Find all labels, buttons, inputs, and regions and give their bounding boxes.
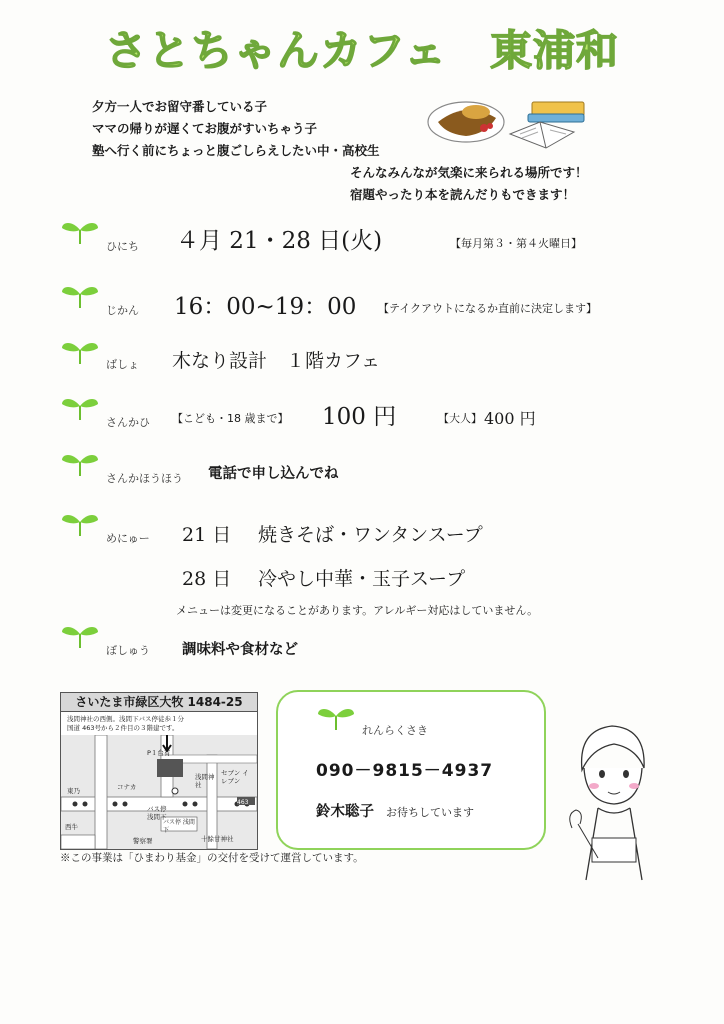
- map-label-bus-stop: バス停 浅間下: [147, 805, 167, 821]
- intro-line: 夕方一人でお留守番している子: [92, 99, 268, 114]
- menu-dish: 冷やし中華・玉子スープ: [258, 568, 466, 590]
- menu-day: 21 日: [182, 524, 232, 546]
- map-label-parking: P１台有: [147, 749, 171, 757]
- tagline-block: [350, 162, 588, 206]
- sprout-icon: [60, 394, 100, 420]
- contact-message: お待ちしています: [386, 806, 474, 819]
- footnote: ※この事業は「ひまわり基金」の交付を受けて運営しています。: [60, 852, 364, 864]
- map-label-konaka: コナカ: [117, 783, 137, 791]
- sprout-icon: [60, 510, 100, 536]
- fee-child-price: 100 円: [322, 404, 397, 430]
- sprout-icon: [60, 218, 100, 244]
- date-label: ひにち: [106, 240, 139, 253]
- menu-dish: 焼きそば・ワンタンスープ: [258, 524, 483, 546]
- fee-child-label: 【こども・18 歳まで】: [172, 412, 289, 425]
- map-label-seigyu: 西牛: [65, 823, 78, 831]
- collect-label: ぼしゅう: [106, 644, 150, 657]
- sprout-icon: [60, 282, 100, 308]
- method-value: 電話で申し込んでね: [208, 466, 339, 482]
- map-label-route: 463: [237, 799, 249, 806]
- fee-adult-price: 400 円: [484, 409, 536, 428]
- contact-label: れんらくさき: [362, 724, 428, 737]
- time-note: 【テイクアウトになるか直前に決定します】: [378, 302, 598, 315]
- map-label-keisatsu: 警察署: [133, 837, 153, 845]
- date-value: ４月 21・28 日(火): [176, 228, 383, 254]
- sprout-icon: [60, 622, 100, 648]
- sprout-icon: [60, 338, 100, 364]
- place-value: 木なり設計 １階カフェ: [172, 350, 381, 372]
- map-label-shrine: 浅間神社: [195, 773, 215, 789]
- sprout-icon: [60, 450, 100, 476]
- page-title: さとちゃんカフェ 東浦和: [105, 26, 619, 75]
- place-label: ばしょ: [106, 358, 139, 371]
- map-label-seven: セブン イレブン: [221, 769, 249, 785]
- menu-day: 28 日: [182, 568, 232, 590]
- map-label-bus-stop-2: バス停 浅間下: [163, 819, 195, 834]
- time-label: じかん: [106, 304, 139, 317]
- contact-phone[interactable]: 090－9815－4937: [316, 761, 494, 781]
- map-label-school: 十餘甘神社: [201, 835, 234, 843]
- intro-block: [92, 96, 380, 162]
- tagline-line: そんなみんなが気楽に来られる場所です！: [350, 165, 588, 180]
- map-note-line: 国道 463号から２件目の３階建です。: [67, 724, 179, 732]
- intro-line: 塾へ行く前にちょっと腹ごしらえしたい中・高校生: [92, 143, 380, 158]
- collect-value: 調味料や食材など: [182, 642, 298, 658]
- curry-and-books-illustration: [424, 92, 594, 152]
- tagline-line: 宿題やったり本を読んだりもできます！: [350, 187, 576, 202]
- map-note-line: 浅間神社の西側。浅間下バス停徒歩１分: [67, 715, 184, 723]
- menu-note: メニューは変更になることがあります。アレルギー対応はしていません。: [176, 604, 539, 617]
- contact-name: 鈴木聡子: [316, 804, 374, 820]
- time-value: 16：00~19：00: [174, 294, 357, 320]
- fee-adult-label: 【大人】: [438, 412, 482, 425]
- menu-label: めにゅー: [106, 532, 150, 545]
- access-map: [60, 692, 258, 850]
- character-illustration: [564, 718, 664, 886]
- intro-line: ママの帰りが遅くてお腹がすいちゃう子: [92, 121, 318, 136]
- map-label-higashi: 東乃: [67, 787, 80, 795]
- date-note: 【毎月第３・第４火曜日】: [450, 237, 582, 250]
- map-address: さいたま市緑区大牧 1484-25: [61, 693, 257, 712]
- method-label: さんかほうほう: [106, 472, 183, 485]
- map-note: [67, 715, 184, 733]
- fee-label: さんかひ: [106, 416, 150, 429]
- sprout-icon: [316, 704, 356, 730]
